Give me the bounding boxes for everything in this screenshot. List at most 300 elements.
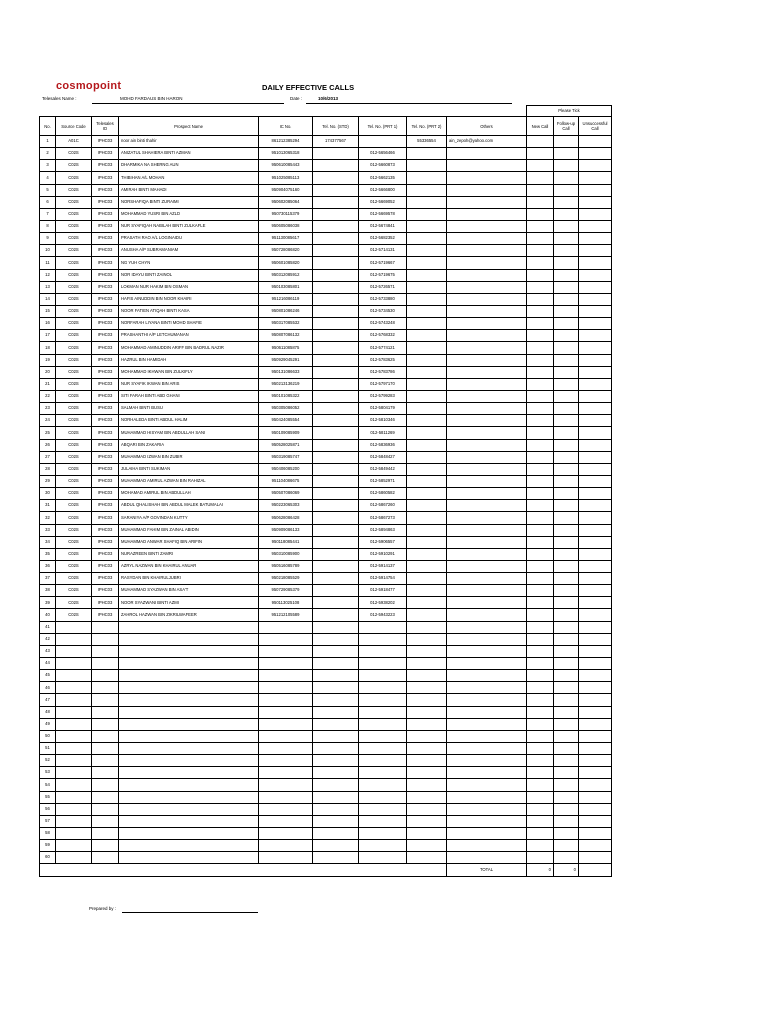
cell-new-call [527,803,554,815]
cell-ic-no: 951013065318 [259,148,313,160]
cell-others [447,536,527,548]
cell-others [447,852,527,864]
cell-no: 50 [40,730,56,742]
cell-ic-no [259,791,313,803]
cell-source-code: C02S [56,293,92,305]
cell-new-call [527,184,554,196]
table-row [40,633,612,645]
cell-source-code: C02S [56,475,92,487]
cell-source-code: C02S [56,245,92,257]
cell-followup-call [554,694,579,706]
table-row [40,160,612,172]
cell-followup-call [554,791,579,803]
cell-others [447,366,527,378]
cell-tel-prt1: 012-5783786 [359,366,407,378]
cell-no: 1 [40,136,56,148]
cell-tel-prt2 [407,609,447,621]
cell-no: 2 [40,148,56,160]
cell-tel-prt1 [359,694,407,706]
cell-no: 34 [40,536,56,548]
cell-source-code: C02S [56,342,92,354]
cell-followup-call [554,269,579,281]
table-row [40,597,612,609]
cell-followup-call [554,815,579,827]
cell-new-call [527,852,554,864]
cell-ic-no: 950528025871 [259,439,313,451]
cell-new-call [527,330,554,342]
cell-tel-prt2 [407,342,447,354]
cell-ic-no: 951104086675 [259,475,313,487]
cell-followup-call [554,536,579,548]
cell-unsuccessful-call [579,245,612,257]
cell-followup-call [554,670,579,682]
cell-new-call [527,524,554,536]
table-row [40,755,612,767]
cell-others [447,694,527,706]
table-row [40,585,612,597]
table-body [40,136,612,864]
table-row [40,233,612,245]
cell-prospect-name: AMIRAH BINTI MAHADI [119,184,259,196]
cell-tel-prt1: 012-5804179 [359,403,407,415]
cell-unsuccessful-call [579,718,612,730]
cell-source-code: C02S [56,172,92,184]
cell-new-call [527,281,554,293]
cell-tel-prt1: 012-5666800 [359,184,407,196]
cell-tel-std [313,803,359,815]
telesales-name-label: Telesales Name : [42,96,77,101]
table-row [40,342,612,354]
cell-source-code: C02S [56,220,92,232]
table-row [40,560,612,572]
cell-others [447,828,527,840]
cell-unsuccessful-call [579,342,612,354]
cell-no: 12 [40,269,56,281]
cell-prospect-name: ANUSHA A/P SUBRAMANIAM [119,245,259,257]
cell-tel-prt1 [359,852,407,864]
cell-ic-no: 951130085617 [259,233,313,245]
table-row [40,743,612,755]
cell-no: 8 [40,220,56,232]
cell-new-call [527,512,554,524]
cell-prospect-name: NORFARAH LIYANA BINTI MOHD SHAFIE [119,318,259,330]
table-row [40,330,612,342]
cell-ic-no [259,755,313,767]
cell-followup-call [554,403,579,415]
cell-telesales-id: IPHC03 [92,463,119,475]
cell-no: 7 [40,208,56,220]
table-row [40,621,612,633]
cell-followup-call [554,500,579,512]
cell-followup-call [554,415,579,427]
cell-others [447,148,527,160]
cell-no: 35 [40,548,56,560]
cell-prospect-name: ZAHROL HAZWAN BIN ZIKRILWAFEER [119,609,259,621]
cell-no: 57 [40,815,56,827]
cell-source-code [56,633,92,645]
cell-followup-call [554,621,579,633]
cell-others [447,281,527,293]
cell-prospect-name [119,791,259,803]
cell-unsuccessful-call [579,184,612,196]
cell-telesales-id [92,718,119,730]
table-row [40,779,612,791]
cell-others [447,208,527,220]
cell-unsuccessful-call [579,645,612,657]
cell-no: 5 [40,184,56,196]
cell-tel-prt1 [359,706,407,718]
cell-prospect-name: MUHAMMAD FAHIM BIN ZAINAL ABIDIN [119,524,259,536]
cell-others [447,560,527,572]
cell-telesales-id: IPHC03 [92,609,119,621]
table-row [40,148,612,160]
table-row [40,281,612,293]
cell-telesales-id [92,645,119,657]
cell-source-code: C02S [56,427,92,439]
cell-source-code: C02S [56,500,92,512]
cell-source-code [56,743,92,755]
cell-telesales-id: IPHC03 [92,403,119,415]
cell-prospect-name [119,730,259,742]
cell-tel-std [313,706,359,718]
cell-source-code: C02S [56,536,92,548]
cell-others [447,815,527,827]
cell-source-code [56,645,92,657]
cell-unsuccessful-call [579,573,612,585]
cell-ic-no: 861212385294 [259,136,313,148]
cell-no: 56 [40,803,56,815]
cell-unsuccessful-call [579,427,612,439]
cell-followup-call [554,245,579,257]
cell-no: 36 [40,560,56,572]
cell-unsuccessful-call [579,682,612,694]
table-row [40,828,612,840]
cell-new-call [527,475,554,487]
cell-tel-std [313,208,359,220]
cell-tel-prt2 [407,427,447,439]
cell-others [447,390,527,402]
cell-no: 16 [40,318,56,330]
table-row [40,318,612,330]
cell-tel-prt2 [407,597,447,609]
cell-ic-no [259,633,313,645]
cell-source-code: C02S [56,390,92,402]
table-row [40,366,612,378]
cell-new-call [527,658,554,670]
cell-prospect-name [119,852,259,864]
please-tick-header: Please Tick [527,106,612,117]
table-row [40,196,612,208]
cell-tel-prt1: 012-5849442 [359,463,407,475]
cell-tel-std [313,281,359,293]
table-row [40,803,612,815]
cell-telesales-id: IPHC03 [92,208,119,220]
cell-new-call [527,791,554,803]
cell-ic-no: 950109085909 [259,427,313,439]
table-row [40,136,612,148]
cell-new-call [527,451,554,463]
cell-tel-prt2 [407,160,447,172]
cell-tel-std: 174377567 [313,136,359,148]
cell-telesales-id [92,779,119,791]
cell-ic-no: 950118085441 [259,536,313,548]
cell-telesales-id [92,706,119,718]
cell-tel-prt1: 012-5783625 [359,354,407,366]
table-row [40,573,612,585]
cell-ic-no [259,743,313,755]
cell-ic-no [259,718,313,730]
cell-others [447,779,527,791]
cell-tel-prt1: 012-5943223 [359,609,407,621]
cell-followup-call [554,293,579,305]
cell-unsuccessful-call [579,451,612,463]
cell-followup-call [554,366,579,378]
cell-prospect-name: NOOR FATIEN ATIQAH BINTI KASA [119,305,259,317]
cell-source-code: C02S [56,281,92,293]
cell-ic-no [259,706,313,718]
cell-telesales-id: IPHC03 [92,342,119,354]
cell-unsuccessful-call [579,670,612,682]
cell-no: 4 [40,172,56,184]
cell-tel-prt2 [407,196,447,208]
cell-tel-prt2 [407,743,447,755]
cell-source-code [56,670,92,682]
cell-tel-std [313,172,359,184]
col-header-tel-prt2: Tel. No. (PRT 2) [407,117,447,136]
cell-followup-call [554,718,579,730]
cell-new-call [527,609,554,621]
cell-tel-prt2 [407,682,447,694]
cell-telesales-id: IPHC03 [92,390,119,402]
cell-tel-prt2 [407,293,447,305]
cell-tel-prt2 [407,390,447,402]
cell-tel-prt2 [407,233,447,245]
cell-tel-prt2 [407,439,447,451]
cell-followup-call [554,136,579,148]
cell-tel-std [313,257,359,269]
cell-source-code [56,730,92,742]
cell-tel-prt1: 012-5836936 [359,439,407,451]
cell-telesales-id [92,803,119,815]
cell-tel-prt1 [359,645,407,657]
cell-source-code: C02S [56,597,92,609]
cell-unsuccessful-call [579,791,612,803]
cell-new-call [527,548,554,560]
cell-no: 42 [40,633,56,645]
cell-source-code: C02S [56,269,92,281]
cell-tel-std [313,463,359,475]
cell-others [447,524,527,536]
cell-ic-no: 950601085820 [259,257,313,269]
cell-prospect-name: SITI FARAH BINTI ABD GHANI [119,390,259,402]
cell-others [447,184,527,196]
cell-others [447,305,527,317]
cell-source-code: C02S [56,378,92,390]
cell-new-call [527,779,554,791]
cell-tel-prt2 [407,852,447,864]
cell-tel-prt2 [407,585,447,597]
table-row [40,378,612,390]
cell-new-call [527,645,554,657]
date-value: 10/6/2013 [318,96,339,101]
cell-unsuccessful-call [579,269,612,281]
table-row [40,791,612,803]
cell-prospect-name: MUHAMMAD HISYAM BIN ABDULLAH SANI [119,427,259,439]
cell-others: ain_zepoh@yahoo.com [447,136,527,148]
cell-telesales-id [92,767,119,779]
cell-new-call [527,318,554,330]
cell-tel-std [313,840,359,852]
cell-tel-std [313,160,359,172]
cell-prospect-name: LOKMAN NUR HAKIM BIN OSMAN [119,281,259,293]
cell-followup-call [554,560,579,572]
cell-telesales-id: IPHC03 [92,281,119,293]
page-title: DAILY EFFECTIVE CALLS [262,83,355,92]
cell-unsuccessful-call [579,779,612,791]
col-header-tel-prt1: Tel. No. (PRT 1) [359,117,407,136]
cell-no: 3 [40,160,56,172]
cell-no: 53 [40,767,56,779]
table-row [40,451,612,463]
cell-prospect-name [119,706,259,718]
calls-table [39,105,612,877]
cell-no: 39 [40,597,56,609]
cell-prospect-name: SARANIYA A/P GOVINDAN KUTTY [119,512,259,524]
cell-unsuccessful-call [579,415,612,427]
cell-tel-std [313,305,359,317]
cell-new-call [527,536,554,548]
cell-tel-prt1: 012-5894863 [359,524,407,536]
table-row [40,257,612,269]
cell-source-code [56,828,92,840]
cell-tel-prt1 [359,803,407,815]
cell-prospect-name: NURAZREEN BINTI ZAMRI [119,548,259,560]
cell-prospect-name: ANIZATUL SHAHIERA BINTI AZMAN [119,148,259,160]
cell-new-call [527,694,554,706]
cell-prospect-name: NORHALEDA BINTI ABDUL HALIM [119,415,259,427]
cell-unsuccessful-call [579,828,612,840]
cell-unsuccessful-call [579,293,612,305]
cell-ic-no: 950113025108 [259,597,313,609]
cell-tel-prt2 [407,767,447,779]
cell-tel-std [313,196,359,208]
cell-telesales-id: IPHC03 [92,305,119,317]
cell-telesales-id: IPHC03 [92,378,119,390]
cell-followup-call [554,852,579,864]
cell-tel-std [313,439,359,451]
cell-ic-no: 950507086069 [259,488,313,500]
cell-new-call [527,403,554,415]
cell-tel-prt1: 012-5669052 [359,196,407,208]
cell-ic-no: 951216086119 [259,293,313,305]
cell-unsuccessful-call [579,330,612,342]
cell-unsuccessful-call [579,803,612,815]
cell-prospect-name: RASYDAN BIN KHAIRULJUBRI [119,573,259,585]
cell-tel-prt2 [407,451,447,463]
cell-new-call [527,439,554,451]
cell-tel-prt1 [359,815,407,827]
cell-telesales-id [92,852,119,864]
cell-ic-no: 950602085064 [259,196,313,208]
cell-new-call [527,840,554,852]
cell-tel-prt1 [359,743,407,755]
cell-followup-call [554,233,579,245]
cell-tel-std [313,694,359,706]
cell-tel-std [313,597,359,609]
cell-tel-prt2 [407,524,447,536]
cell-no: 54 [40,779,56,791]
cell-source-code: C02S [56,488,92,500]
cell-ic-no [259,852,313,864]
cell-new-call [527,196,554,208]
column-header-row [40,117,612,136]
cell-unsuccessful-call [579,160,612,172]
cell-no: 46 [40,682,56,694]
cell-source-code [56,718,92,730]
cell-tel-prt2 [407,779,447,791]
cell-source-code: C02S [56,609,92,621]
cell-new-call [527,160,554,172]
cell-new-call [527,621,554,633]
cell-ic-no: 950516085789 [259,560,313,572]
cell-tel-prt2 [407,257,447,269]
cell-prospect-name: NUR SYAFIQAH NABILAH BINTI ZULKAFLE [119,220,259,232]
cell-telesales-id: IPHC03 [92,293,119,305]
cell-unsuccessful-call [579,136,612,148]
table-row [40,500,612,512]
cell-tel-prt1: 012-5914754 [359,573,407,585]
cell-source-code [56,791,92,803]
cell-ic-no: 951025085113 [259,172,313,184]
cell-others [447,172,527,184]
cell-ic-no: 950728086820 [259,245,313,257]
cell-prospect-name [119,658,259,670]
cell-others [447,354,527,366]
cell-tel-prt1: 012-5852971 [359,475,407,487]
cell-tel-prt2 [407,245,447,257]
cell-others [447,658,527,670]
table-row [40,694,612,706]
cell-no: 22 [40,390,56,402]
cell-tel-std [313,718,359,730]
cell-no: 11 [40,257,56,269]
cell-tel-prt1 [359,730,407,742]
cell-ic-no: 950103085801 [259,281,313,293]
table-row [40,609,612,621]
cell-telesales-id: IPHC03 [92,196,119,208]
cell-others [447,512,527,524]
total-new-call: 0 [527,864,554,876]
cell-source-code: C02S [56,366,92,378]
cell-prospect-name: ABDUL QHALISHAH BIN ABDUL MALEK BATUMALAI [119,500,259,512]
cell-tel-std [313,621,359,633]
cell-ic-no: 950305086052 [259,403,313,415]
cell-new-call [527,293,554,305]
cell-no: 20 [40,366,56,378]
cell-telesales-id [92,815,119,827]
cell-ic-no [259,828,313,840]
cell-new-call [527,500,554,512]
cell-unsuccessful-call [579,585,612,597]
cell-telesales-id [92,621,119,633]
cell-others [447,573,527,585]
cell-ic-no [259,670,313,682]
cell-telesales-id [92,730,119,742]
prepared-by-label: Prepared by : [89,906,117,911]
cell-tel-std [313,755,359,767]
table-row [40,208,612,220]
cell-followup-call [554,463,579,475]
